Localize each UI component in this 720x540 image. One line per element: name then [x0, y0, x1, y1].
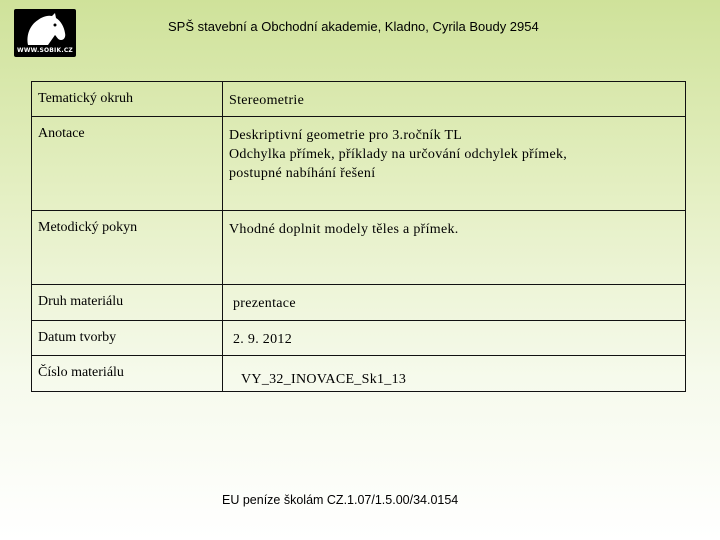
value-annotation: [223, 117, 686, 211]
value-method: Vhodné doplnit modely těles a přímek.: [223, 211, 686, 285]
annotation-line-3: postupné nabíhání řešení: [229, 166, 376, 181]
value-topic: Stereometrie: [223, 82, 686, 117]
table-row-method: [32, 211, 686, 285]
annotation-line-1: Deskriptivní geometrie pro 3.ročník TL: [229, 128, 463, 143]
label-material-type: Druh materiálu: [32, 285, 223, 321]
value-date: 2. 9. 2012: [223, 321, 686, 356]
horse-head-icon: [22, 13, 68, 47]
footer-text: EU peníze školám CZ.1.07/1.5.00/34.0154: [222, 493, 459, 507]
label-annotation: Anotace: [32, 117, 223, 211]
label-material-number: Číslo materiálu: [32, 356, 223, 392]
label-date: Datum tvorby: [32, 321, 223, 356]
label-topic: Tematický okruh: [32, 82, 223, 117]
table-row-material-type: [32, 285, 686, 321]
table-row-annotation: [32, 117, 686, 211]
annotation-line-2: Odchylka přímek, příklady na určování odchylek přímek,: [229, 147, 568, 162]
page-title: SPŠ stavební a Obchodní akademie, Kladno, Cyrila Boudy 2954: [168, 19, 539, 34]
table-row-material-number: [32, 356, 686, 392]
info-table: [31, 81, 686, 392]
logo-text: WWW.SOBIK.CZ: [17, 47, 73, 54]
label-method: Metodický pokyn: [32, 211, 223, 285]
school-logo[interactable]: [14, 9, 76, 57]
table-row-topic: [32, 82, 686, 117]
value-material-type: prezentace: [223, 285, 686, 321]
table-row-date: [32, 321, 686, 356]
value-material-number: VY_32_INOVACE_Sk1_13: [223, 356, 686, 392]
